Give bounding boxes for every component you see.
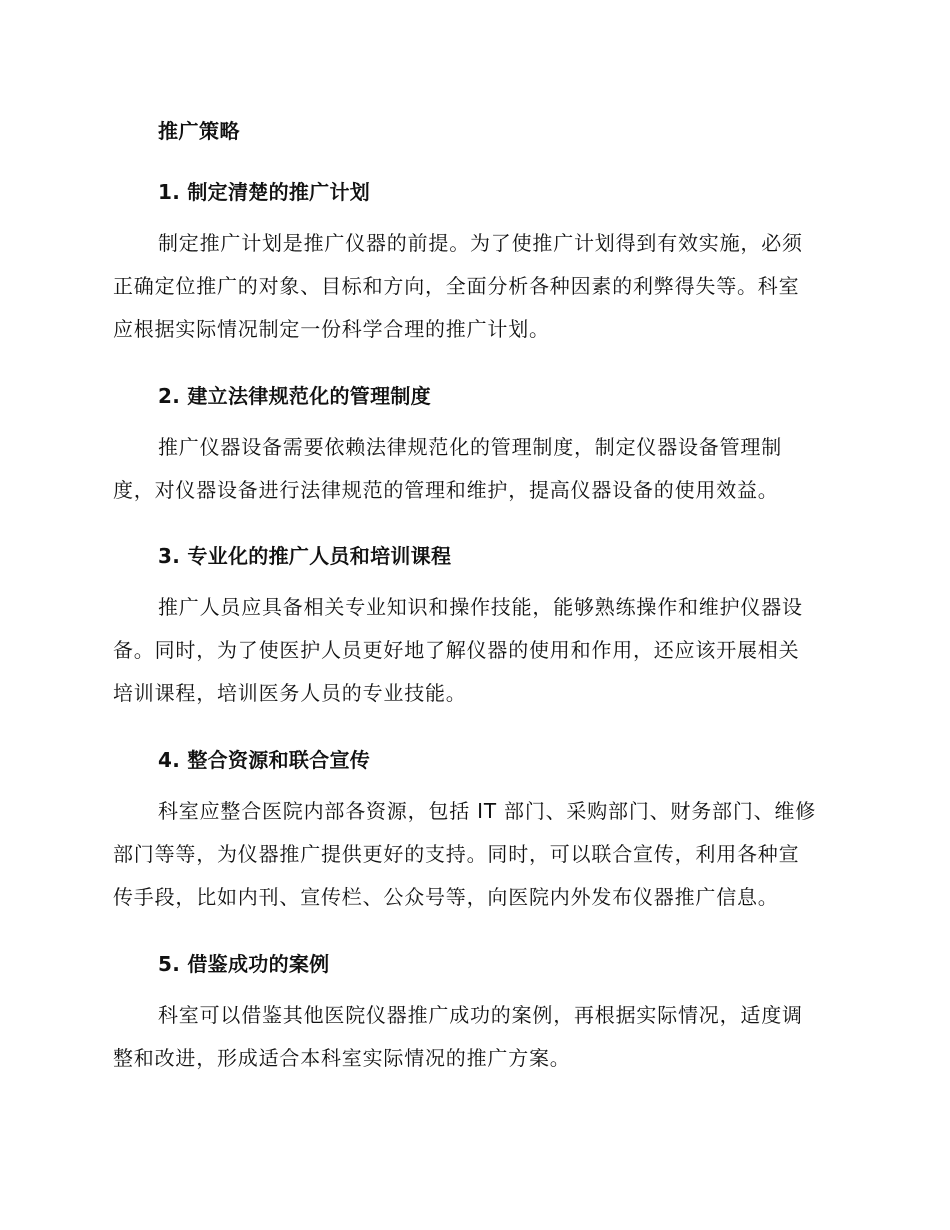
section-paragraph-3 xyxy=(113,586,843,715)
section-paragraph-4 xyxy=(113,790,843,919)
paragraph-line: 科室可以借鉴其他医院仪器推广成功的案例，再根据实际情况，适度调 xyxy=(158,1003,803,1027)
paragraph-line: 备。同时，为了使医护人员更好地了解仪器的使用和作用，还应该开展相关 xyxy=(113,638,800,662)
section-paragraph-5 xyxy=(113,994,843,1080)
paragraph-line: 正确定位推广的对象、目标和方向，全面分析各种因素的利弊得失等。科室 xyxy=(113,274,800,298)
paragraph-line: 度，对仪器设备进行法律规范的管理和维护，提高仪器设备的使用效益。 xyxy=(113,478,779,502)
section-heading-2: 2. 建立法律规范化的管理制度 xyxy=(158,384,431,408)
section-heading-4: 4. 整合资源和联合宣传 xyxy=(158,748,371,772)
section-paragraph-1 xyxy=(113,222,843,351)
section-heading-5: 5. 借鉴成功的案例 xyxy=(158,952,330,976)
document-title: 推广策略 xyxy=(158,119,240,143)
paragraph-line: 整和改进，形成适合本科室实际情况的推广方案。 xyxy=(113,1046,571,1070)
section-heading-1: 1. 制定清楚的推广计划 xyxy=(158,180,371,204)
section-heading-3: 3. 专业化的推广人员和培训课程 xyxy=(158,544,452,568)
paragraph-line: 应根据实际情况制定一份科学合理的推广计划。 xyxy=(113,317,550,341)
paragraph-line: 制定推广计划是推广仪器的前提。为了使推广计划得到有效实施，必须 xyxy=(158,231,803,255)
paragraph-line: 科室应整合医院内部各资源，包括 IT 部门、采购部门、财务部门、维修 xyxy=(158,799,817,823)
paragraph-line: 推广人员应具备相关专业知识和操作技能，能够熟练操作和维护仪器设 xyxy=(158,595,803,619)
paragraph-line: 部门等等，为仪器推广提供更好的支持。同时，可以联合宣传，利用各种宣 xyxy=(113,842,800,866)
paragraph-line: 推广仪器设备需要依赖法律规范化的管理制度，制定仪器设备管理制 xyxy=(158,435,782,459)
section-paragraph-2 xyxy=(113,426,843,512)
paragraph-line: 传手段，比如内刊、宣传栏、公众号等，向医院内外发布仪器推广信息。 xyxy=(113,885,779,909)
paragraph-line: 培训课程，培训医务人员的专业技能。 xyxy=(113,681,467,705)
